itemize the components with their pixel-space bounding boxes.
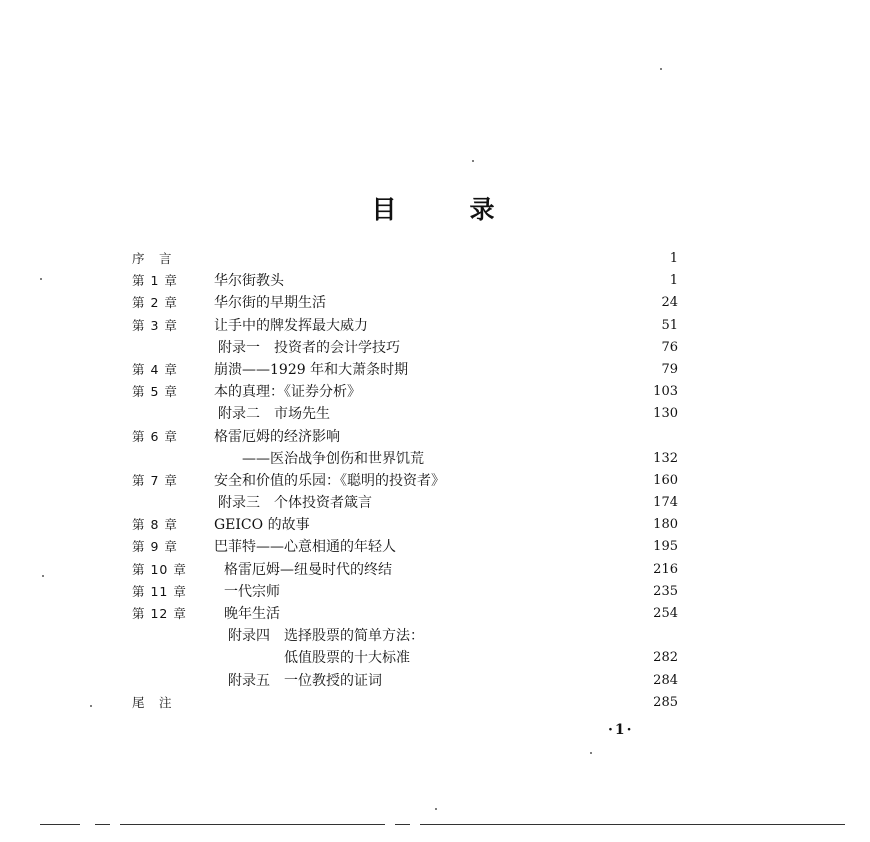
toc-entry xyxy=(132,403,678,425)
toc-entry xyxy=(132,337,678,359)
toc-entry xyxy=(132,248,678,270)
scan-speck xyxy=(42,575,44,577)
toc-entry xyxy=(132,559,678,581)
table-of-contents xyxy=(132,248,678,714)
scan-edge-line xyxy=(395,824,410,825)
toc-chapter-title: 巴菲特——心意相通的年轻人 xyxy=(214,539,396,556)
toc-chapter-title: GEICO 的故事 xyxy=(214,517,310,534)
toc-page-number: 130 xyxy=(653,406,678,422)
scan-speck xyxy=(590,752,592,754)
toc-page-number: 282 xyxy=(653,650,678,666)
toc-entry xyxy=(132,692,678,714)
toc-chapter-title: 附录四 选择股票的简单方法： xyxy=(228,628,424,645)
toc-entry xyxy=(132,492,678,514)
toc-chapter-title: 华尔街的早期生活 xyxy=(214,295,326,312)
toc-page-number: 180 xyxy=(653,517,678,533)
toc-entry xyxy=(132,470,678,492)
toc-page-number: 235 xyxy=(653,583,678,599)
toc-chapter-title: 华尔街教头 xyxy=(214,273,284,290)
toc-chapter-title: 晚年生活 xyxy=(224,606,280,622)
toc-chapter-number: 第 4 章 xyxy=(132,361,178,377)
toc-chapter-number: 第 12 章 xyxy=(132,606,187,621)
toc-chapter-number: 第 2 章 xyxy=(132,295,178,311)
toc-entry xyxy=(132,292,678,314)
toc-entry xyxy=(132,536,678,558)
page-number: ·1· xyxy=(608,722,634,738)
toc-page-number: 254 xyxy=(653,606,678,621)
toc-page-number: 24 xyxy=(661,295,678,311)
toc-chapter-title: 格雷厄姆的经济影响 xyxy=(214,428,340,445)
toc-entry xyxy=(132,270,678,292)
toc-entry xyxy=(132,625,678,647)
toc-chapter-title: 低值股票的十大标准 xyxy=(284,650,410,667)
toc-entry xyxy=(132,514,678,536)
toc-chapter-title: 附录二 市场先生 xyxy=(218,406,330,423)
toc-chapter-number: 第 7 章 xyxy=(132,472,178,488)
toc-page-number: 284 xyxy=(653,672,678,688)
toc-chapter-title: 附录一 投资者的会计学技巧 xyxy=(218,339,400,356)
toc-page-number: 79 xyxy=(661,361,678,377)
toc-page-number: 51 xyxy=(661,317,678,333)
toc-entry xyxy=(132,603,678,625)
scan-speck xyxy=(660,68,662,70)
toc-chapter-number: 第 10 章 xyxy=(132,561,187,577)
toc-entry xyxy=(132,448,678,470)
toc-chapter-title: 崩溃——1929 年和大萧条时期 xyxy=(214,361,409,378)
toc-entry xyxy=(132,426,678,448)
scan-speck xyxy=(435,808,437,810)
toc-entry xyxy=(132,670,678,692)
scan-speck xyxy=(90,705,92,707)
toc-page-number: 285 xyxy=(653,694,678,710)
toc-chapter-title: 让手中的牌发挥最大威力 xyxy=(214,317,368,334)
scan-edge-line xyxy=(40,824,80,825)
toc-chapter-number: 第 8 章 xyxy=(132,517,178,533)
page-title: 目 录 xyxy=(371,195,519,224)
toc-chapter-title: 安全和价值的乐园：《聪明的投资者》 xyxy=(214,472,445,489)
toc-page-number: 1 xyxy=(669,251,678,266)
toc-chapter-title: 附录五 一位教授的证词 xyxy=(228,672,382,689)
toc-page-number: 160 xyxy=(653,472,678,488)
toc-page-number: 1 xyxy=(669,273,678,289)
toc-entry xyxy=(132,315,678,337)
scan-speck xyxy=(472,160,474,162)
toc-entry xyxy=(132,359,678,381)
toc-page-number: 174 xyxy=(653,495,678,511)
scan-edge-line xyxy=(120,824,385,825)
toc-entry xyxy=(132,581,678,603)
toc-page-number: 76 xyxy=(661,339,678,355)
scan-edge-line xyxy=(95,824,110,825)
toc-entry xyxy=(132,647,678,669)
toc-page-number: 195 xyxy=(653,539,678,555)
scan-speck xyxy=(40,278,42,280)
toc-chapter-number: 尾 注 xyxy=(132,694,173,710)
toc-chapter-number: 第 5 章 xyxy=(132,384,178,400)
toc-page-number: 103 xyxy=(653,384,678,400)
toc-page-number: 132 xyxy=(653,450,678,466)
toc-chapter-title: ——医治战争创伤和世界饥荒 xyxy=(242,450,424,467)
toc-chapter-number: 第 9 章 xyxy=(132,539,178,555)
toc-chapter-number: 第 11 章 xyxy=(132,583,187,599)
toc-chapter-number: 序 言 xyxy=(132,251,173,266)
toc-page-number: 216 xyxy=(653,561,678,577)
toc-chapter-number: 第 6 章 xyxy=(132,428,178,444)
toc-chapter-title: 格雷厄姆—纽曼时代的终结 xyxy=(224,561,392,578)
toc-entry xyxy=(132,381,678,403)
toc-chapter-title: 一代宗师 xyxy=(224,583,280,600)
scan-edge-line xyxy=(420,824,845,825)
toc-chapter-title: 本的真理：《证券分析》 xyxy=(214,384,361,401)
toc-chapter-number: 第 1 章 xyxy=(132,273,178,289)
toc-chapter-number: 第 3 章 xyxy=(132,317,178,333)
toc-chapter-title: 附录三 个体投资者箴言 xyxy=(218,495,372,512)
